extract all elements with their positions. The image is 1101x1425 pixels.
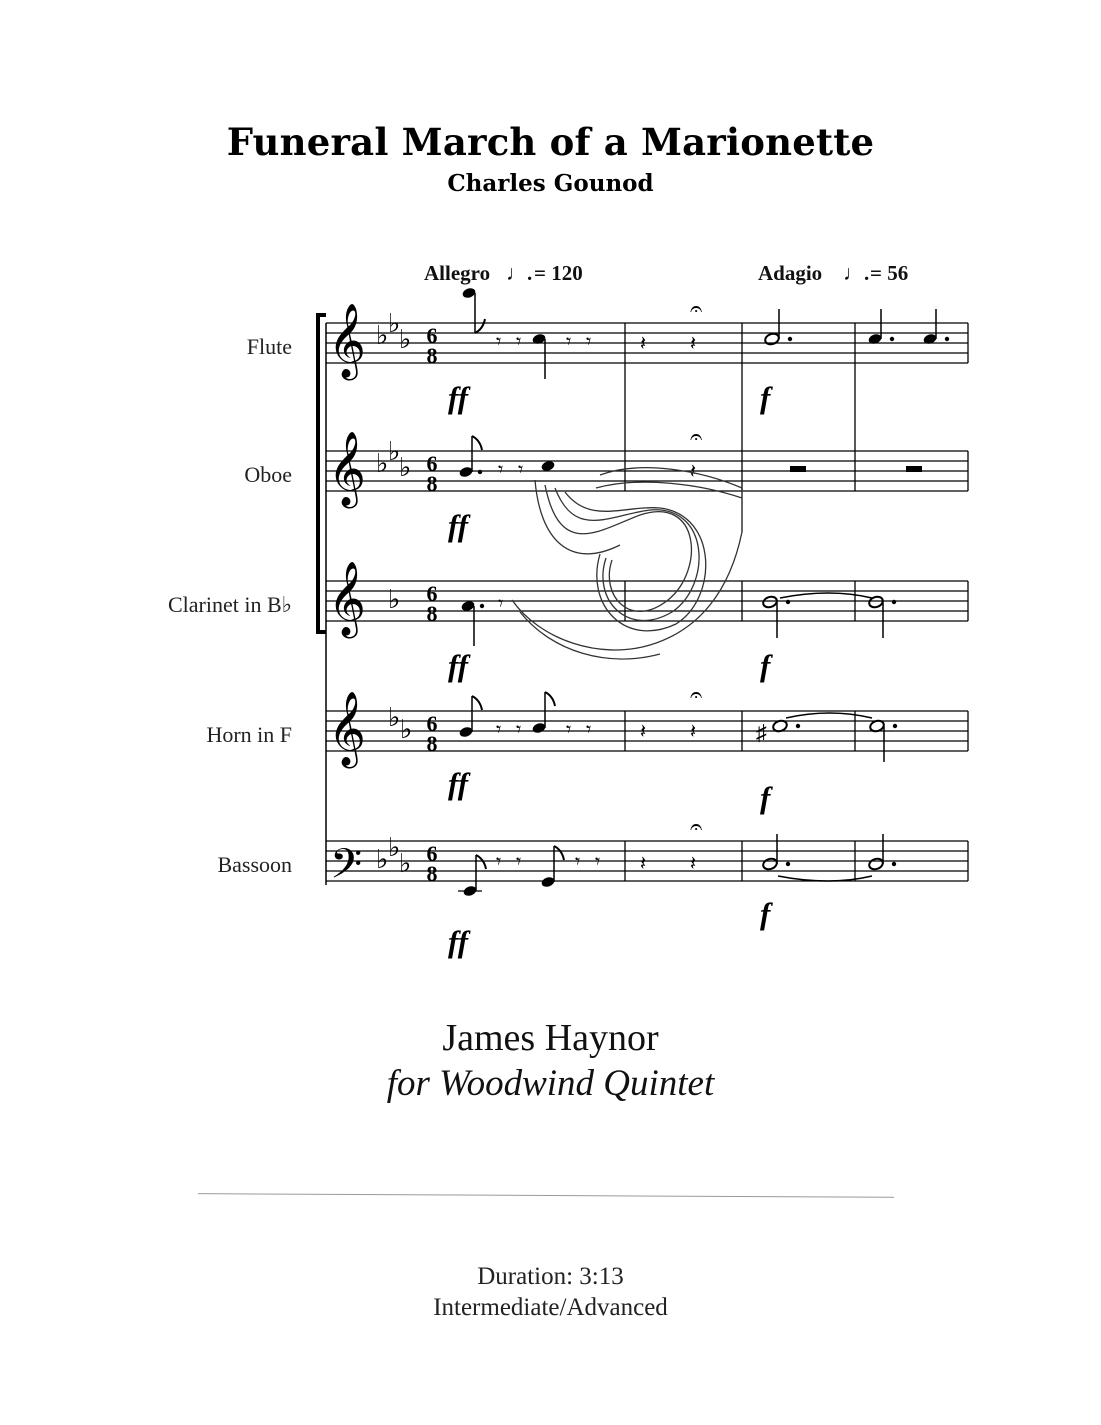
svg-text:𝄾: 𝄾	[496, 719, 502, 741]
svg-text:Adagio: Adagio	[758, 261, 823, 285]
svg-text:f: f	[760, 780, 771, 815]
svg-text:♭: ♭	[388, 703, 401, 732]
svg-text:𝄽: 𝄽	[690, 721, 697, 743]
barlines	[625, 323, 968, 881]
svg-text:𝄾: 𝄾	[498, 459, 504, 481]
notation	[458, 287, 949, 898]
duration-text: Duration: 3:13	[477, 1263, 624, 1290]
treble-clef-icon: 𝄞	[328, 433, 366, 504]
svg-text:ff: ff	[448, 508, 469, 543]
svg-text:6: 6	[426, 451, 438, 476]
bass-clef-icon: 𝄢	[330, 841, 363, 897]
label-clarinet: Clarinet in B♭	[167, 592, 292, 617]
svg-text:𝄽: 𝄽	[690, 461, 697, 483]
ensemble-label: for Woodwind Quintet	[386, 1063, 715, 1104]
svg-text:𝄽: 𝄽	[640, 333, 647, 355]
composer-name: Charles Gounod	[447, 170, 654, 197]
svg-text:8: 8	[426, 471, 438, 496]
treble-clef-icon: 𝄞	[328, 305, 366, 376]
svg-text:ff: ff	[448, 648, 469, 683]
svg-text:♩.: ♩.	[506, 261, 533, 285]
difficulty-level: Intermediate/Advanced	[433, 1294, 668, 1321]
treble-clef-icon: 𝄞	[328, 693, 366, 764]
svg-text:𝄾: 𝄾	[496, 851, 502, 873]
svg-text:8: 8	[426, 731, 438, 756]
treble-clef-icon: 𝄞	[328, 563, 366, 634]
swirl-distortion	[512, 468, 742, 659]
svg-text:= 56: = 56	[870, 261, 909, 285]
svg-text:6: 6	[426, 711, 438, 736]
svg-text:♭: ♭	[388, 833, 401, 862]
svg-text:𝄐: 𝄐	[690, 814, 703, 839]
arranger-name: James Haynor	[442, 1017, 659, 1059]
svg-text:𝄾: 𝄾	[586, 331, 592, 353]
svg-text:𝄽: 𝄽	[640, 853, 647, 875]
divider-line	[198, 1193, 894, 1198]
svg-text:♭: ♭	[399, 325, 412, 354]
svg-text:= 120: = 120	[534, 261, 583, 285]
svg-text:𝄾: 𝄾	[516, 331, 522, 353]
svg-text:𝄐: 𝄐	[690, 424, 703, 449]
svg-text:𝄾: 𝄾	[575, 851, 581, 873]
svg-text:6: 6	[426, 841, 438, 866]
svg-text:𝄐: 𝄐	[690, 296, 703, 321]
svg-text:f: f	[760, 380, 771, 415]
system-bracket	[318, 315, 326, 885]
svg-text:Allegro: Allegro	[424, 261, 491, 285]
svg-text:f: f	[760, 648, 771, 683]
svg-text:𝄾: 𝄾	[498, 593, 504, 615]
svg-text:♭: ♭	[388, 309, 401, 338]
svg-text:f: f	[760, 896, 771, 931]
svg-text:𝄾: 𝄾	[516, 719, 522, 741]
staff-lines	[326, 323, 968, 881]
svg-text:𝄾: 𝄾	[566, 719, 572, 741]
svg-text:𝄾: 𝄾	[586, 719, 592, 741]
label-oboe: Oboe	[244, 462, 292, 487]
time-signatures	[427, 323, 438, 886]
svg-text:ff: ff	[448, 766, 469, 801]
svg-text:♭: ♭	[399, 849, 412, 878]
svg-text:𝄾: 𝄾	[518, 459, 524, 481]
svg-text:6: 6	[426, 581, 438, 606]
svg-text:♯: ♯	[756, 720, 767, 745]
clefs	[328, 305, 366, 897]
svg-text:𝄽: 𝄽	[640, 721, 647, 743]
svg-text:♭: ♭	[399, 453, 412, 482]
svg-text:♭: ♭	[388, 585, 401, 614]
svg-text:6: 6	[426, 323, 438, 348]
svg-text:♭: ♭	[376, 845, 389, 874]
label-horn: Horn in F	[206, 722, 292, 747]
svg-text:♩.: ♩.	[843, 261, 870, 285]
score-excerpt	[0, 240, 1101, 980]
svg-text:ff: ff	[448, 380, 469, 415]
svg-text:𝄾: 𝄾	[566, 331, 572, 353]
svg-text:𝄾: 𝄾	[516, 851, 522, 873]
key-signatures	[376, 309, 412, 878]
svg-text:ff: ff	[448, 924, 469, 959]
piece-title: Funeral March of a Marionette	[226, 120, 875, 164]
svg-text:♭: ♭	[388, 437, 401, 466]
svg-text:8: 8	[426, 861, 438, 886]
svg-text:♭: ♭	[376, 321, 389, 350]
svg-text:8: 8	[426, 601, 438, 626]
svg-text:8: 8	[426, 343, 438, 368]
svg-text:♭: ♭	[400, 715, 413, 744]
svg-text:𝄾: 𝄾	[595, 851, 601, 873]
svg-text:𝄽: 𝄽	[690, 333, 697, 355]
tempo-adagio	[758, 261, 908, 285]
label-bassoon: Bassoon	[217, 852, 292, 877]
svg-text:♭: ♭	[376, 449, 389, 478]
svg-text:𝄽: 𝄽	[690, 853, 697, 875]
tempo-allegro	[424, 261, 583, 285]
svg-text:𝄾: 𝄾	[496, 331, 502, 353]
svg-text:𝄐: 𝄐	[690, 682, 703, 707]
label-flute: Flute	[246, 334, 292, 359]
